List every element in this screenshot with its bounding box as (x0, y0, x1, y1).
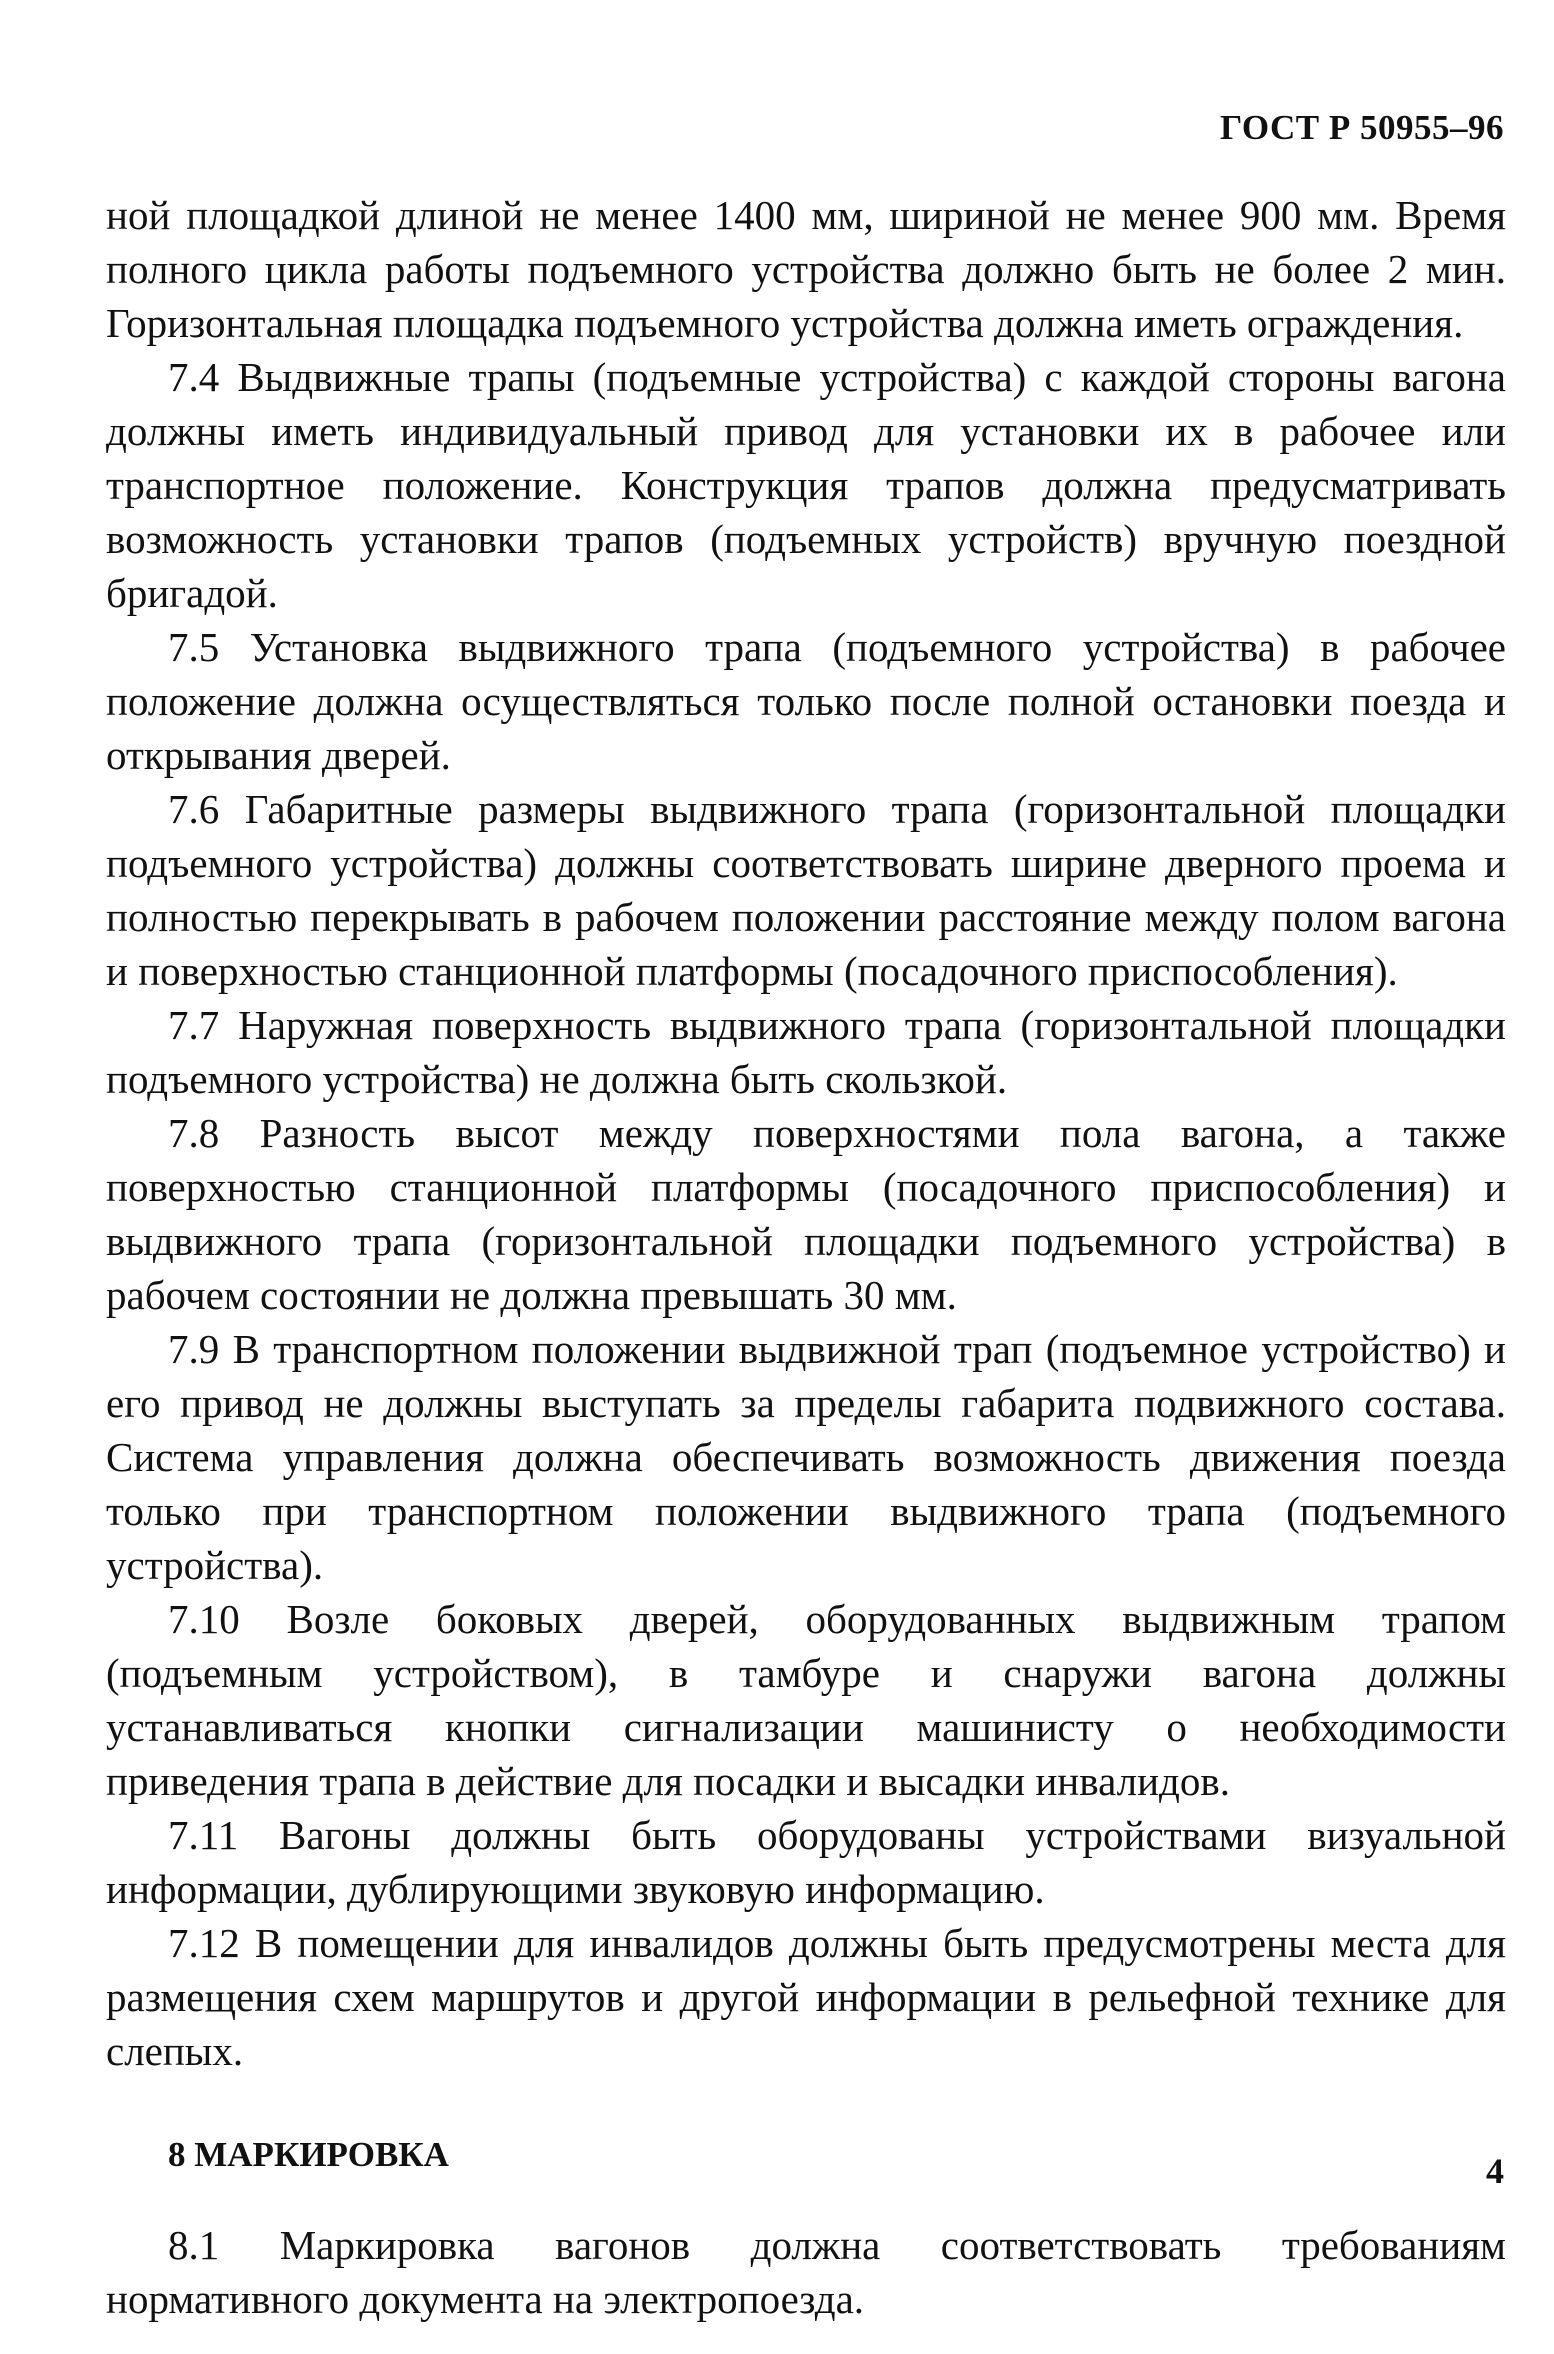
document-code: ГОСТ Р 50955–96 (1219, 108, 1504, 147)
paragraph-7-7: 7.7 Наружная поверхность выдвижного трапа (горизонтальной площадки подъемного устройства) не должна быть скользкой. (106, 1002, 1506, 1102)
paragraph-7-11: 7.11 Вагоны должны быть оборудованы устройствами визуальной информации, дублирующими звуковую информацию. (106, 1812, 1506, 1912)
section-heading-8: 8 МАРКИРОВКА (168, 2135, 449, 2174)
page-number: 4 (1486, 2151, 1504, 2191)
paragraph-7-9: 7.9 В транспортном положении выдвижной трап (подъемное устройство) и его привод не должны выступать за пределы габарита подвижного состава. Система управления должна обеспечивать возможность движения поезда только при транспортном положении выдвижного трапа (подъемного устройства). (106, 1326, 1506, 1588)
paragraph-7-5: 7.5 Установка выдвижного трапа (подъемного устройства) в рабочее положение должна осуществляться только после полной остановки поезда и открывания дверей. (106, 624, 1506, 778)
document-body (106, 188, 1506, 2326)
paragraph-7-12: 7.12 В помещении для инвалидов должны быть предусмотрены места для размещения схем маршрутов и другой информации в рельефной технике для слепых. (106, 1920, 1506, 2074)
paragraph-7-8: 7.8 Разность высот между поверхностями пола вагона, а также поверхностью станционной платформы (посадочного приспособления) и выдвижного трапа (горизонтальной площадки подъемного устройства) в рабочем состоянии не должна превышать 30 мм. (106, 1110, 1506, 1318)
paragraph-7-10: 7.10 Возле боковых дверей, оборудованных выдвижным трапом (подъемным устройством), в тамбуре и снаружи вагона должны устанавливаться кнопки сигнализации машинисту о необходимости приведения трапа в действие для посадки и высадки инвалидов. (106, 1596, 1506, 1804)
paragraph-continuation: ной площадкой длиной не менее 1400 мм, шириной не менее 900 мм. Время полного цикла работы подъемного устройства должно быть не более 2 мин. Горизонтальная площадка подъемного устройства должна иметь ограждения. (106, 192, 1506, 346)
paragraph-7-4: 7.4 Выдвижные трапы (подъемные устройства) с каждой стороны вагона должны иметь индивидуальный привод для установки их в рабочее или транспортное положение. Конструкция трапов должна предусматривать возможность установки трапов (подъемных устройств) вручную поездной бригадой. (106, 354, 1506, 616)
paragraph-8-1: 8.1 Маркировка вагонов должна соответствовать требованиям нормативного документа на электропоезда. (106, 2222, 1506, 2322)
paragraph-7-6: 7.6 Габаритные размеры выдвижного трапа (горизонтальной площадки подъемного устройства) должны соответствовать ширине дверного проема и полностью перекрывать в рабочем положении расстояние между полом вагона и поверхностью станционной платформы (посадочного приспособления). (106, 786, 1506, 994)
